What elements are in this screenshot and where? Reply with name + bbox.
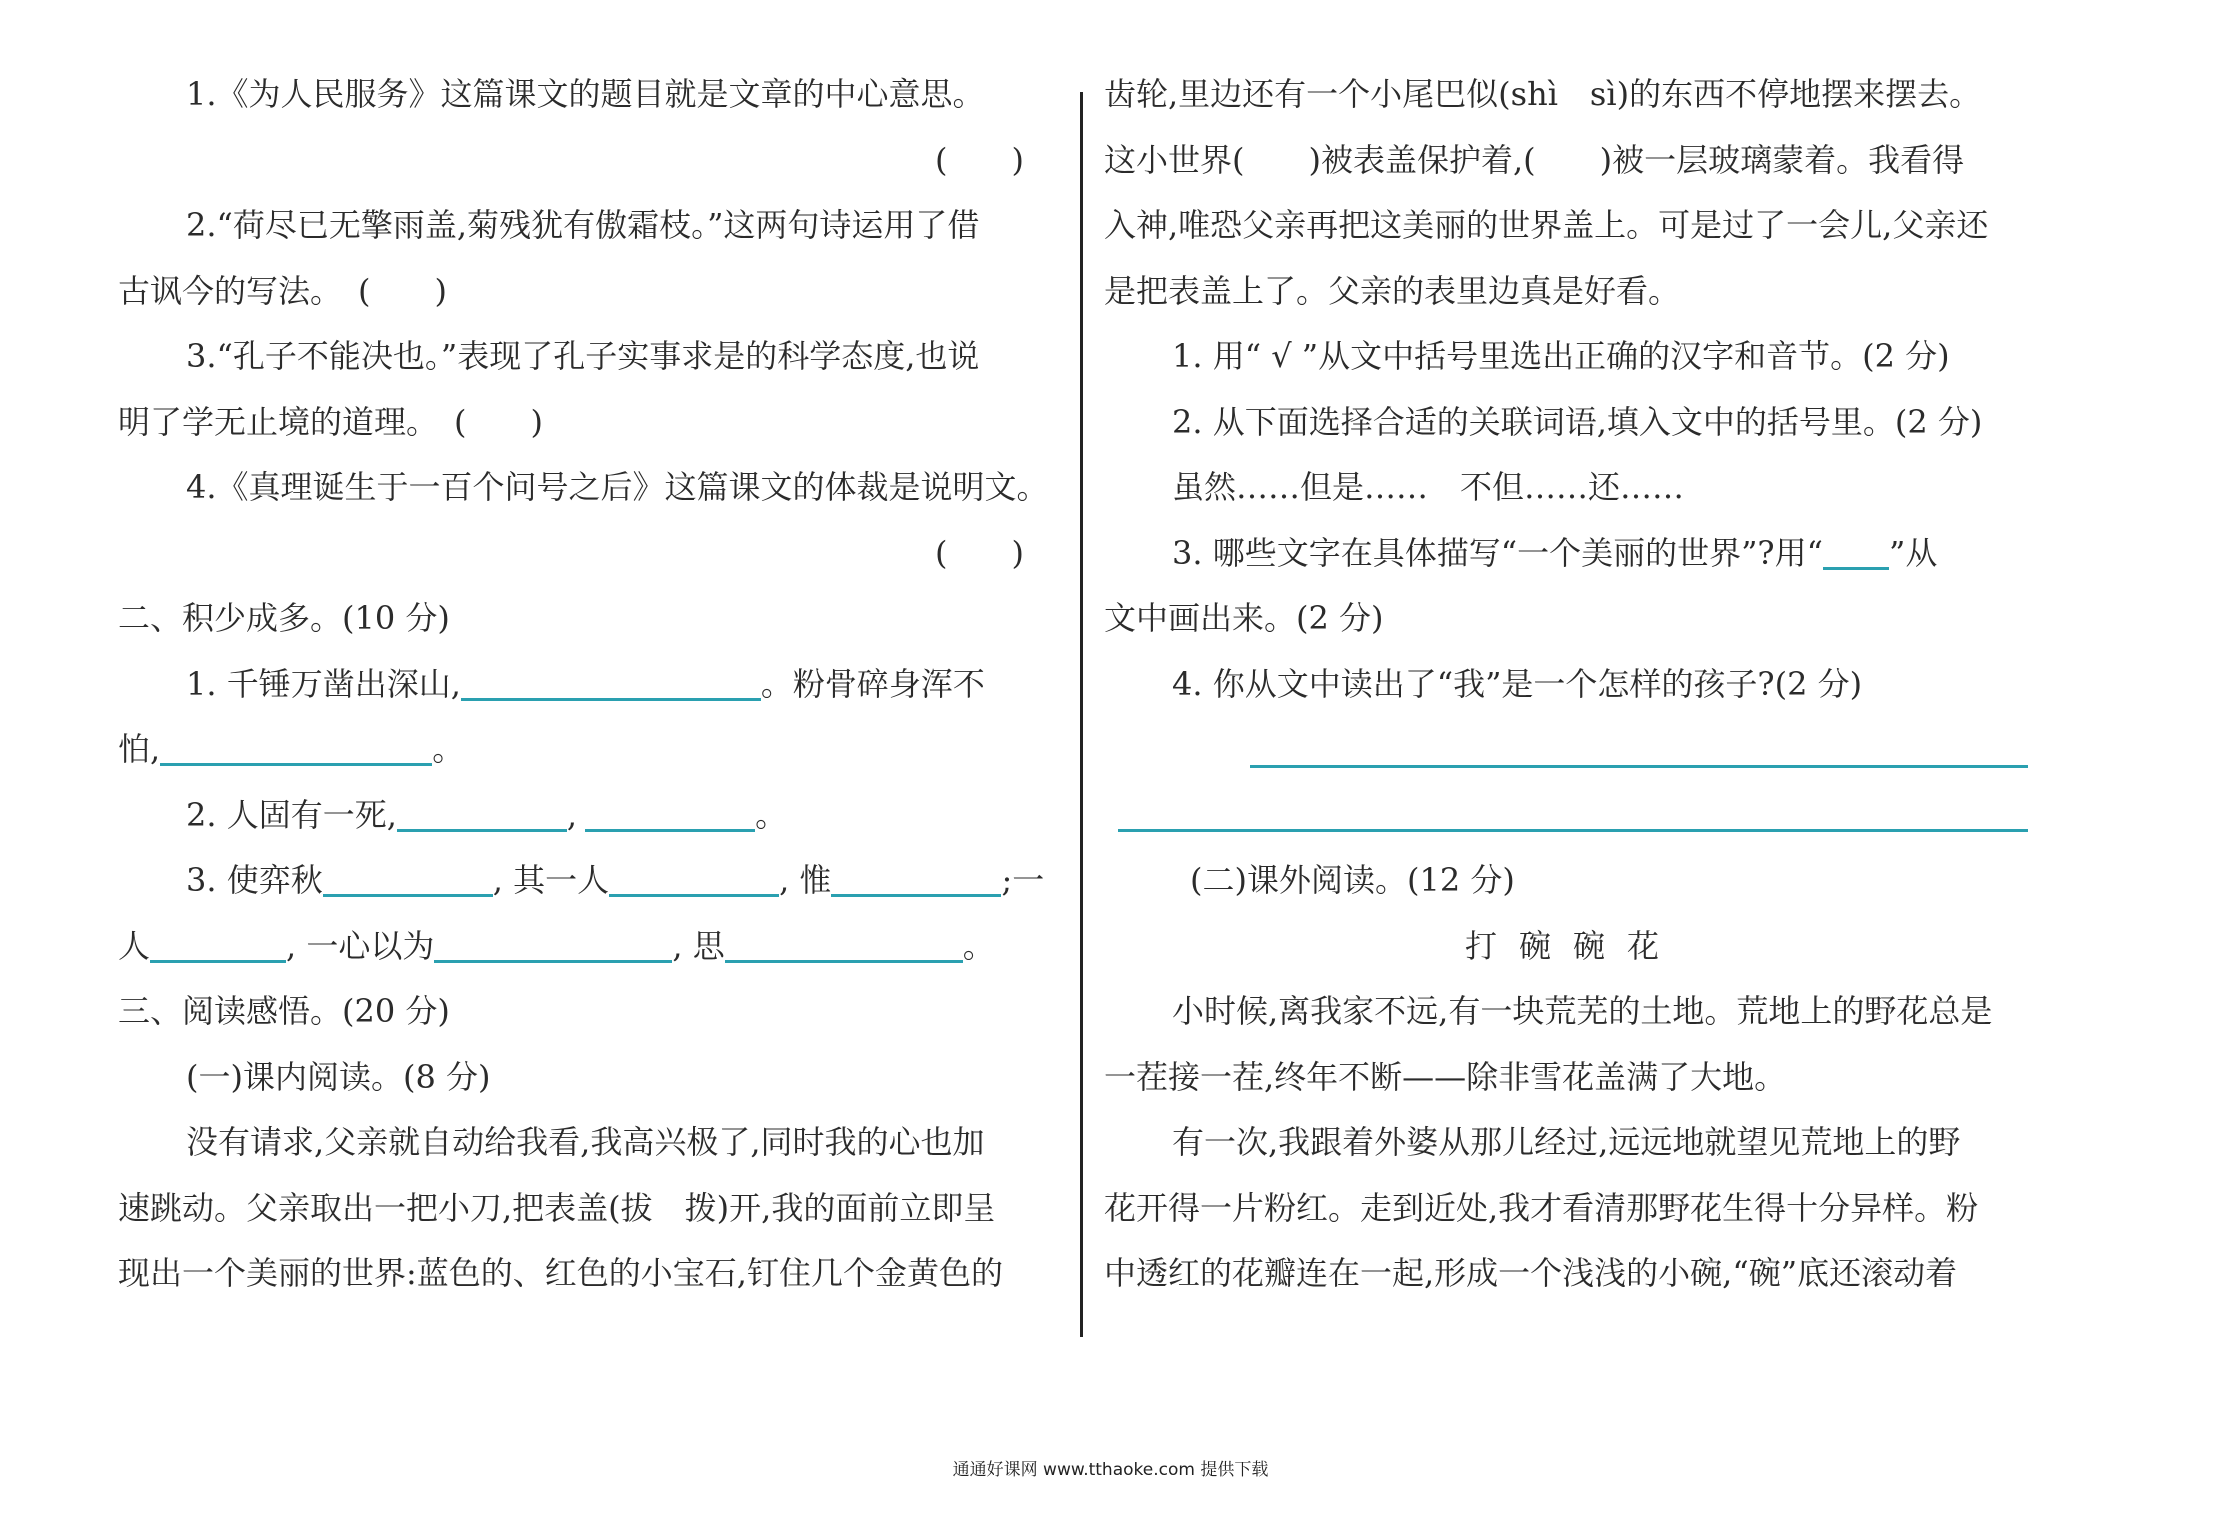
fill-text: , xyxy=(566,795,578,834)
answer-line-row xyxy=(1104,717,2042,783)
fill-item-3-cont xyxy=(118,914,1060,980)
answer-blank[interactable] xyxy=(323,860,493,897)
fill-item-2 xyxy=(118,783,1060,849)
judge-item-4: 4.《真理诞生于一百个问号之后》这篇课文的体裁是说明文。 xyxy=(186,468,1049,506)
answer-blank[interactable] xyxy=(434,926,672,963)
fill-text: 人 xyxy=(118,926,151,965)
passage-line: 有一次,我跟着外婆从那儿经过,远远地就望见荒地上的野 xyxy=(1172,1123,1961,1161)
right-column xyxy=(1104,62,2042,1307)
answer-blank[interactable] xyxy=(160,729,432,766)
passage-line: 是把表盖上了。父亲的表里边真是好看。 xyxy=(1104,271,1681,310)
question-text: 3. 哪些文字在具体描写“一个美丽的世界”?用“ xyxy=(1172,533,1823,572)
judge-paren-4: ( ) xyxy=(935,533,1024,572)
judge-item-1: 1.《为人民服务》这篇课文的题目就是文章的中心意思。 xyxy=(186,75,985,113)
passage-line: 速跳动。父亲取出一把小刀,把表盖(拔 拨)开,我的面前立即呈 xyxy=(118,1188,996,1227)
passage-line: 花开得一片粉红。走到近处,我才看清那野花生得十分异样。粉 xyxy=(1104,1188,1979,1227)
fill-text: 3. 使弈秋 xyxy=(186,861,323,899)
section-2-heading: 二、积少成多。(10 分) xyxy=(118,599,450,637)
fill-text: 。 xyxy=(962,926,995,965)
fill-text: 1. 千锤万凿出深山, xyxy=(186,664,461,703)
fill-text: 。 xyxy=(755,795,788,834)
answer-blank[interactable] xyxy=(397,795,567,832)
fill-text: , 一心以为 xyxy=(286,926,435,965)
fill-text: ;一 xyxy=(1001,861,1045,899)
judge-item-3: 3.“孔子不能决也。”表现了孔子实事求是的科学态度,也说 xyxy=(186,337,980,375)
judge-item-2-cont: 古讽今的写法。 ( ) xyxy=(118,271,447,310)
fill-text: , 思 xyxy=(672,926,725,965)
answer-blank[interactable] xyxy=(831,860,1001,897)
answer-line-row xyxy=(1104,783,2042,849)
fill-text: 。粉骨碎身浑不 xyxy=(760,664,985,703)
fill-text: 怕, xyxy=(118,730,161,768)
reading-2-heading: (二)课外阅读。(12 分) xyxy=(1190,861,1515,899)
passage-title: 打碗碗花 xyxy=(1464,926,1681,965)
passage-line: 没有请求,父亲就自动给我看,我高兴极了,同时我的心也加 xyxy=(186,1123,985,1161)
answer-line[interactable] xyxy=(1250,765,2028,768)
answer-blank[interactable] xyxy=(609,860,779,897)
fill-text: 2. 人固有一死, xyxy=(186,795,397,834)
passage-line: 现出一个美丽的世界:蓝色的、红色的小宝石,钉住几个金黄色的 xyxy=(118,1254,1003,1292)
left-column xyxy=(118,62,1060,1307)
answer-line[interactable] xyxy=(1118,829,2028,832)
judge-item-3-cont: 明了学无止境的道理。 ( ) xyxy=(118,402,543,441)
passage-line: 小时候,离我家不远,有一块荒芜的土地。荒地上的野花总是 xyxy=(1172,992,1993,1030)
judge-paren-1: ( ) xyxy=(935,140,1024,179)
answer-blank[interactable] xyxy=(725,926,963,963)
passage-line: 一茬接一茬,终年不断——除非雪花盖满了大地。 xyxy=(1104,1057,1787,1096)
section-3-heading: 三、阅读感悟。(20 分) xyxy=(118,992,450,1030)
passage-line: 齿轮,里边还有一个小尾巴似(shì sì)的东西不停地摆来摆去。 xyxy=(1104,75,1982,113)
answer-blank[interactable] xyxy=(461,664,761,701)
page-footer: 通通好课网 www.tthaoke.com 提供下载 xyxy=(952,1460,1269,1480)
fill-text: , 惟 xyxy=(779,861,832,899)
reading-1-heading: (一)课内阅读。(8 分) xyxy=(186,1057,491,1096)
passage-line: 入神,唯恐父亲再把这美丽的世界盖上。可是过了一会儿,父亲还 xyxy=(1104,206,1989,244)
fill-item-3 xyxy=(118,848,1060,914)
question-3-cont: 文中画出来。(2 分) xyxy=(1104,599,1384,637)
fill-item-1 xyxy=(118,652,1060,718)
underline-sample xyxy=(1823,537,1889,570)
question-4: 4. 你从文中读出了“我”是一个怎样的孩子?(2 分) xyxy=(1172,664,1863,703)
column-divider xyxy=(1080,92,1083,1337)
question-3 xyxy=(1104,521,2042,587)
question-text: ”从 xyxy=(1888,533,1938,572)
fill-text: 。 xyxy=(432,730,465,768)
question-2: 2. 从下面选择合适的关联词语,填入文中的括号里。(2 分) xyxy=(1172,402,1983,441)
fill-item-1-cont xyxy=(118,717,1060,783)
passage-line: 这小世界( )被表盖保护着,( )被一层玻璃蒙着。我看得 xyxy=(1104,140,1965,179)
fill-text: , 其一人 xyxy=(492,861,610,899)
answer-blank[interactable] xyxy=(150,926,286,963)
judge-item-2: 2.“荷尽已无擎雨盖,菊残犹有傲霜枝。”这两句诗运用了借 xyxy=(186,206,980,244)
connective-options: 虽然……但是…… 不但……还…… xyxy=(1172,468,1685,506)
passage-line: 中透红的花瓣连在一起,形成一个浅浅的小碗,“碗”底还滚动着 xyxy=(1104,1254,1958,1292)
answer-blank[interactable] xyxy=(585,795,755,832)
question-1: 1. 用“ √ ”从文中括号里选出正确的汉字和音节。(2 分) xyxy=(1172,337,1950,375)
